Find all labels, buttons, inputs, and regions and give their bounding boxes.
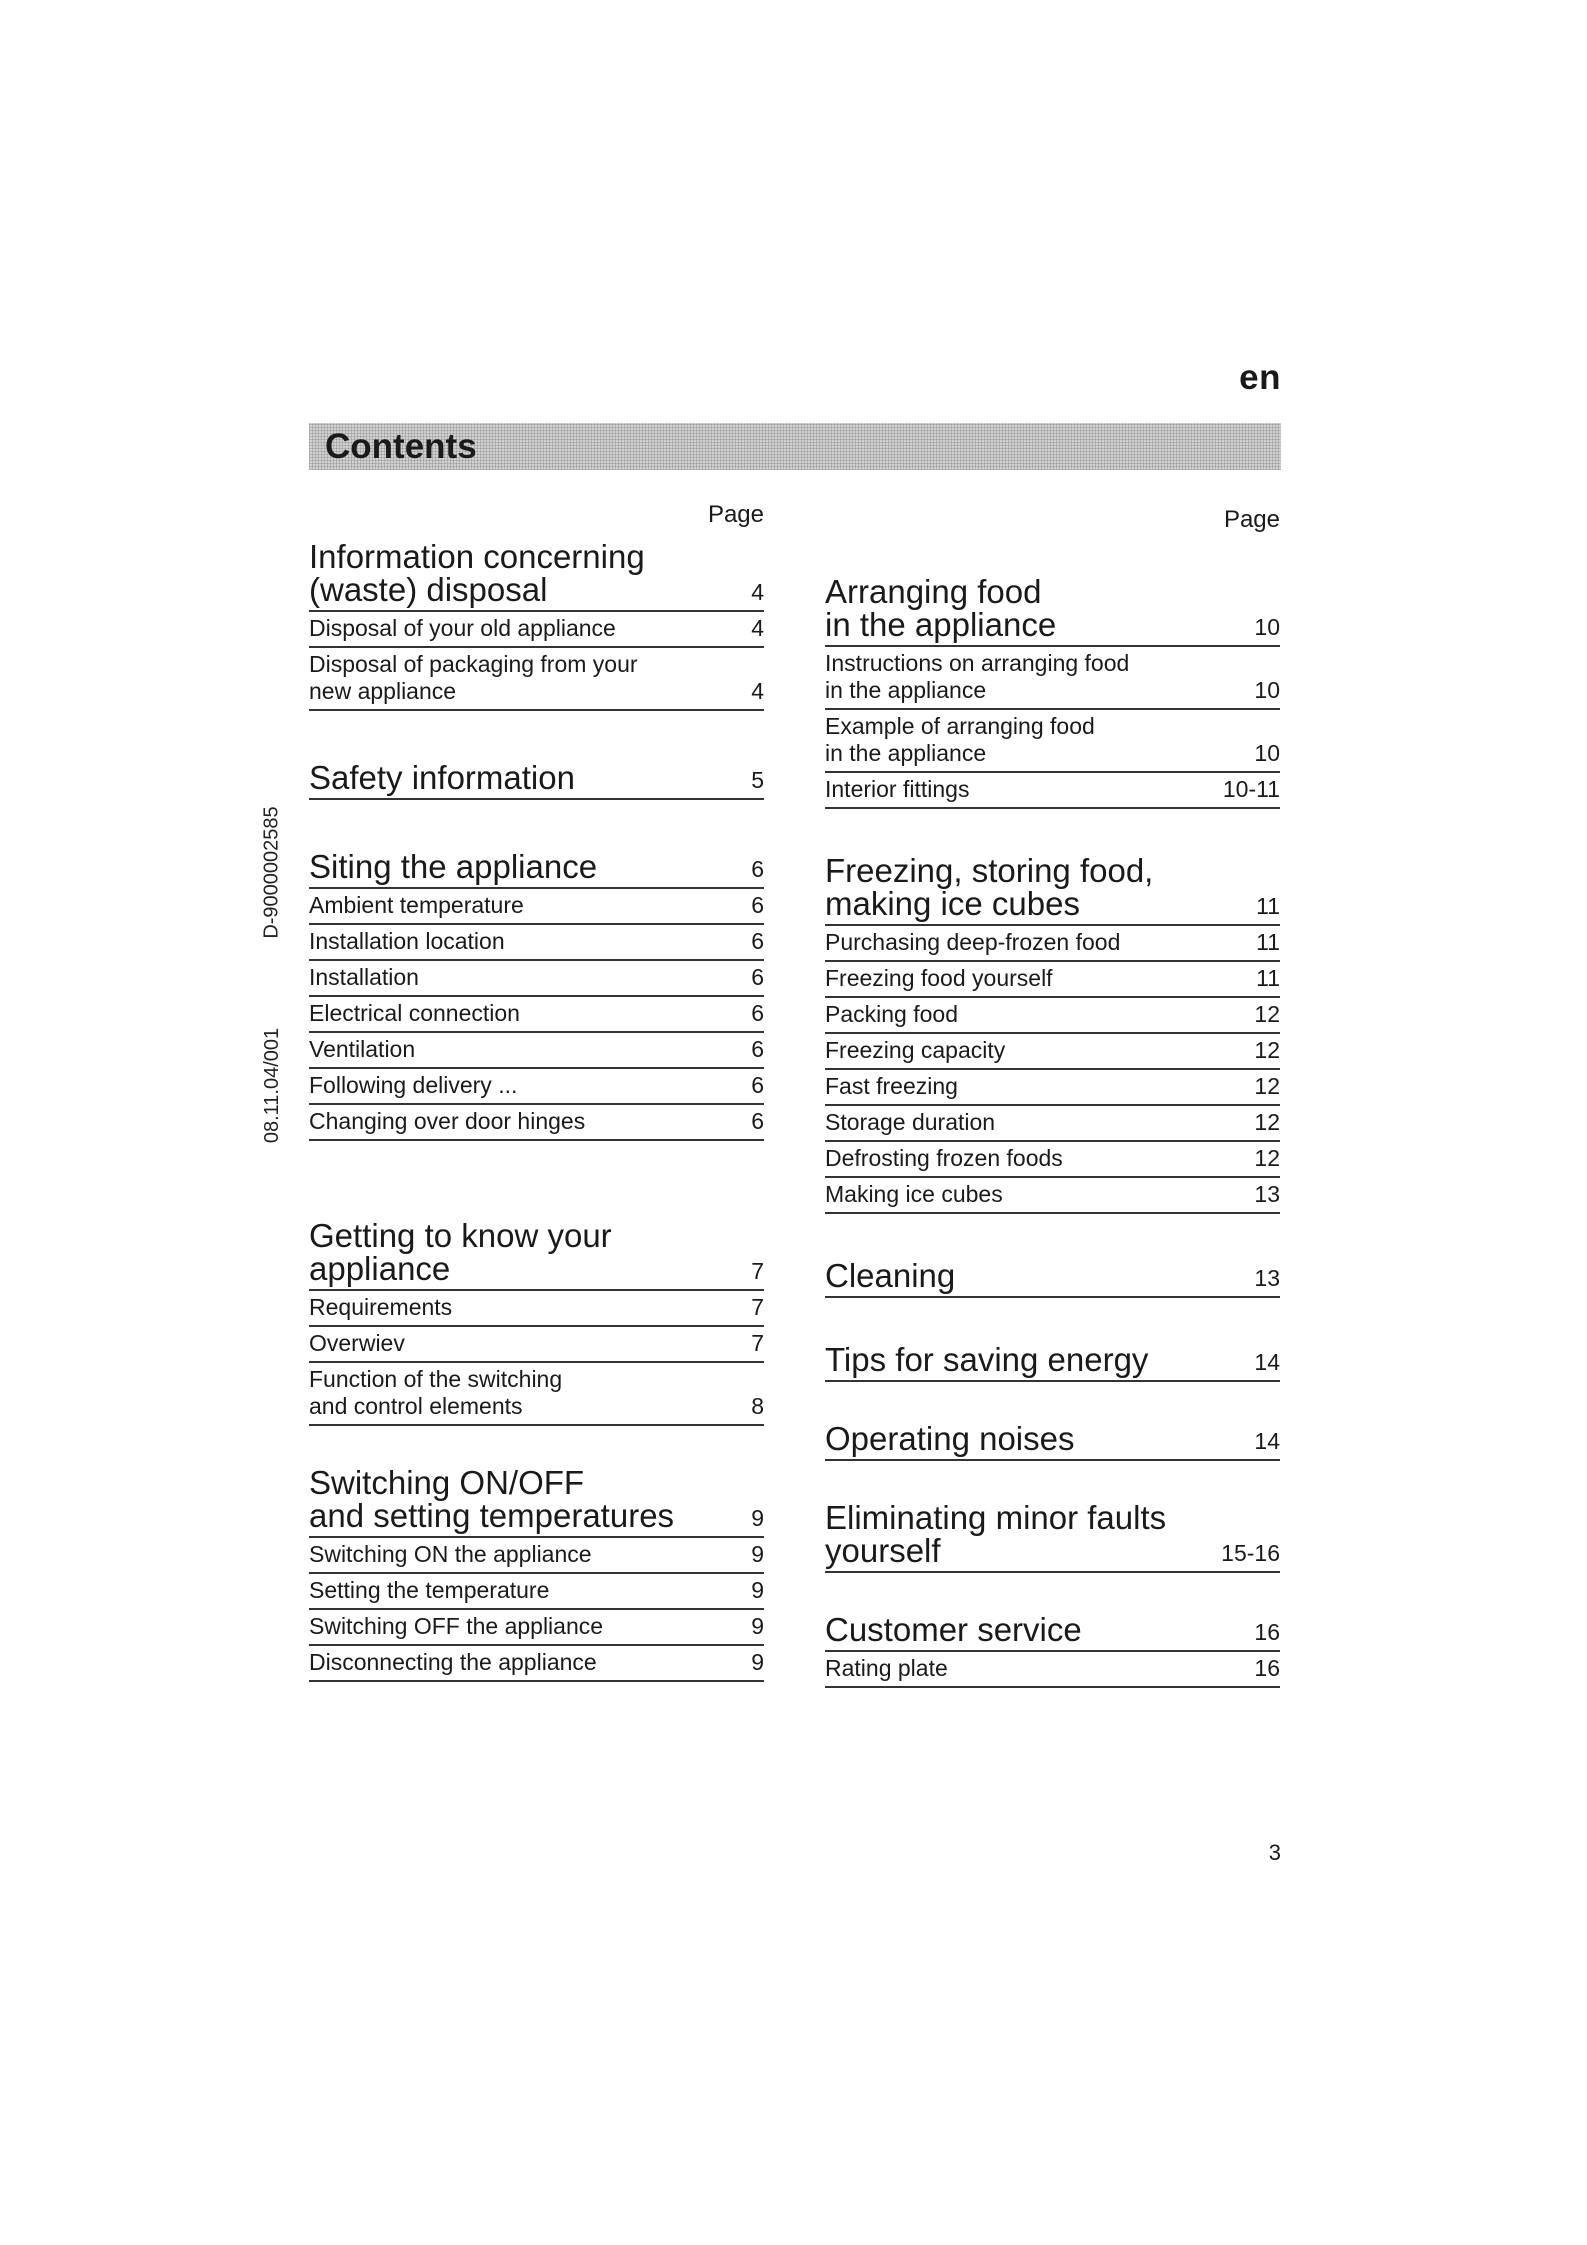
toc-section-heading[interactable]	[825, 854, 1280, 926]
section-title: Operating noises	[825, 1420, 1075, 1457]
entry-title: Instructions on arranging food in the appliance	[825, 650, 1130, 703]
section-page-number: 10	[1254, 614, 1280, 640]
section-title: Tips for saving energy	[825, 1341, 1149, 1378]
toc-section	[825, 854, 1280, 1214]
toc-section	[825, 1613, 1280, 1688]
toc-section	[825, 1343, 1280, 1382]
toc-entry[interactable]	[309, 1327, 764, 1363]
section-title: Information concerning (waste) disposal	[309, 538, 645, 608]
toc-entry[interactable]	[825, 998, 1280, 1034]
toc-section-heading[interactable]	[309, 761, 764, 800]
toc-entry[interactable]	[825, 647, 1280, 710]
entry-page-number: 6	[751, 1108, 764, 1134]
section-title: Getting to know your appliance	[309, 1217, 612, 1287]
entry-page-number: 12	[1254, 1145, 1280, 1171]
toc-entry[interactable]	[825, 1178, 1280, 1214]
section-title: Siting the appliance	[309, 848, 598, 885]
entry-page-number: 10	[1254, 740, 1280, 766]
entry-title: Changing over door hinges	[309, 1108, 586, 1134]
section-page-number: 16	[1254, 1619, 1280, 1645]
entry-page-number: 12	[1254, 1109, 1280, 1135]
toc-section	[309, 761, 764, 800]
section-title: Eliminating minor faults yourself	[825, 1499, 1167, 1569]
toc-entry[interactable]	[825, 1142, 1280, 1178]
entry-title: Disconnecting the appliance	[309, 1649, 597, 1675]
entry-title: Packing food	[825, 1001, 958, 1027]
section-page-number: 7	[751, 1258, 764, 1284]
entry-title: Function of the switching and control elements	[309, 1366, 563, 1419]
entry-page-number: 7	[751, 1294, 764, 1320]
section-page-number: 13	[1254, 1265, 1280, 1291]
section-page-number: 15-16	[1221, 1540, 1280, 1566]
entry-page-number: 7	[751, 1330, 764, 1356]
entry-page-number: 12	[1254, 1037, 1280, 1063]
entry-title: Freezing food yourself	[825, 965, 1053, 991]
entry-title: Defrosting frozen foods	[825, 1145, 1063, 1171]
entry-page-number: 6	[751, 1072, 764, 1098]
entry-title: Purchasing deep-frozen food	[825, 929, 1121, 955]
entry-page-number: 6	[751, 964, 764, 990]
section-title: Arranging food in the appliance	[825, 573, 1057, 643]
entry-title: Freezing capacity	[825, 1037, 1006, 1063]
entry-title: Following delivery ...	[309, 1072, 518, 1098]
entry-title: Rating plate	[825, 1655, 948, 1681]
toc-section	[309, 850, 764, 1141]
page-column-label: Page	[707, 501, 764, 528]
section-page-number: 5	[751, 767, 764, 793]
date-code: 08.11.04/001	[260, 1027, 283, 1143]
contents-heading-bar	[309, 423, 1281, 470]
toc-section-heading[interactable]	[825, 1259, 1280, 1298]
section-page-number: 9	[751, 1505, 764, 1531]
entry-title: Setting the temperature	[309, 1577, 550, 1603]
toc-section	[825, 1259, 1280, 1298]
page-column-label: Page	[1223, 506, 1280, 533]
entry-page-number: 13	[1254, 1181, 1280, 1207]
toc-entry[interactable]	[309, 1574, 764, 1610]
toc-section	[309, 1466, 764, 1682]
section-page-number: 14	[1254, 1428, 1280, 1454]
toc-entry[interactable]	[309, 1363, 764, 1426]
toc-section-heading[interactable]	[309, 850, 764, 889]
toc-left-column	[309, 500, 764, 1682]
section-page-number: 4	[751, 579, 764, 605]
toc-section-heading[interactable]	[309, 1219, 764, 1291]
toc-section	[309, 540, 764, 711]
page-number: 3	[1268, 1840, 1281, 1865]
entry-title: Requirements	[309, 1294, 453, 1320]
entry-page-number: 6	[751, 892, 764, 918]
toc-right-column	[825, 505, 1280, 1688]
toc-entry[interactable]	[309, 1610, 764, 1646]
entry-page-number: 9	[751, 1613, 764, 1639]
section-page-number: 6	[751, 856, 764, 882]
toc-entry[interactable]	[309, 961, 764, 997]
entry-page-number: 8	[751, 1393, 764, 1419]
section-title: Cleaning	[825, 1257, 956, 1294]
entry-page-number: 9	[751, 1649, 764, 1675]
section-title: Safety information	[309, 759, 575, 796]
toc-entry[interactable]	[825, 773, 1280, 809]
toc-entry[interactable]	[825, 1034, 1280, 1070]
toc-section-heading[interactable]	[309, 540, 764, 612]
toc-entry[interactable]	[309, 925, 764, 961]
toc-entry[interactable]	[309, 612, 764, 648]
toc-entry[interactable]	[309, 648, 764, 711]
entry-page-number: 9	[751, 1541, 764, 1567]
toc-section	[309, 1219, 764, 1426]
toc-section	[825, 1422, 1280, 1461]
section-title: Customer service	[825, 1611, 1082, 1648]
entry-title: Installation location	[309, 928, 505, 954]
toc-entry[interactable]	[825, 962, 1280, 998]
entry-title: Disposal of packaging from your new appliance	[309, 651, 638, 704]
entry-title: Switching OFF the appliance	[309, 1613, 604, 1639]
entry-title: Overwiev	[309, 1330, 405, 1356]
toc-entry[interactable]	[309, 1646, 764, 1682]
entry-title: Interior fittings	[825, 776, 970, 802]
toc-entry[interactable]	[309, 889, 764, 925]
entry-title: Making ice cubes	[825, 1181, 1003, 1207]
toc-section-heading[interactable]	[825, 575, 1280, 647]
entry-title: Storage duration	[825, 1109, 996, 1135]
entry-page-number: 11	[1256, 929, 1280, 955]
toc-entry[interactable]	[309, 1291, 764, 1327]
entry-title: Ambient temperature	[309, 892, 524, 918]
toc-entry[interactable]	[309, 1105, 764, 1141]
section-title: Switching ON/OFF and setting temperatures	[309, 1464, 675, 1534]
toc-section-heading[interactable]	[825, 1501, 1280, 1573]
entry-page-number: 10	[1254, 677, 1280, 703]
entry-page-number: 11	[1256, 965, 1280, 991]
language-tag: en	[1239, 358, 1281, 397]
toc-section-heading[interactable]	[309, 1466, 764, 1538]
entry-page-number: 6	[751, 928, 764, 954]
section-title: Freezing, storing food, making ice cubes	[825, 852, 1154, 922]
entry-title: Switching ON the appliance	[309, 1541, 592, 1567]
entry-page-number: 6	[751, 1036, 764, 1062]
section-page-number: 14	[1254, 1349, 1280, 1375]
entry-title: Installation	[309, 964, 419, 990]
toc-entry[interactable]	[309, 1033, 764, 1069]
doc-id-code: D-9000002585	[260, 805, 283, 939]
section-page-number: 11	[1256, 893, 1280, 919]
toc-entry[interactable]	[825, 1070, 1280, 1106]
toc-entry[interactable]	[825, 926, 1280, 962]
entry-page-number: 12	[1254, 1073, 1280, 1099]
entry-page-number: 9	[751, 1577, 764, 1603]
toc-section-heading[interactable]	[825, 1613, 1280, 1652]
entry-page-number: 16	[1254, 1655, 1280, 1681]
entry-page-number: 12	[1254, 1001, 1280, 1027]
entry-title: Ventilation	[309, 1036, 416, 1062]
toc-section-heading[interactable]	[825, 1343, 1280, 1382]
toc-section-heading[interactable]	[825, 1422, 1280, 1461]
toc-section	[825, 1501, 1280, 1573]
toc-entry[interactable]	[825, 1652, 1280, 1688]
entry-page-number: 6	[751, 1000, 764, 1026]
toc-entry[interactable]	[825, 1106, 1280, 1142]
entry-title: Fast freezing	[825, 1073, 958, 1099]
toc-entry[interactable]	[309, 1538, 764, 1574]
entry-title: Disposal of your old appliance	[309, 615, 616, 641]
toc-entry[interactable]	[309, 1069, 764, 1105]
page-title: Contents	[325, 427, 477, 466]
toc-section	[825, 575, 1280, 809]
toc-entry[interactable]	[825, 710, 1280, 773]
toc-entry[interactable]	[309, 997, 764, 1033]
entry-title: Example of arranging food in the appliance	[825, 713, 1095, 766]
entry-title: Electrical connection	[309, 1000, 520, 1026]
entry-page-number: 4	[751, 678, 764, 704]
entry-page-number: 10-11	[1222, 776, 1280, 802]
entry-page-number: 4	[751, 615, 764, 641]
